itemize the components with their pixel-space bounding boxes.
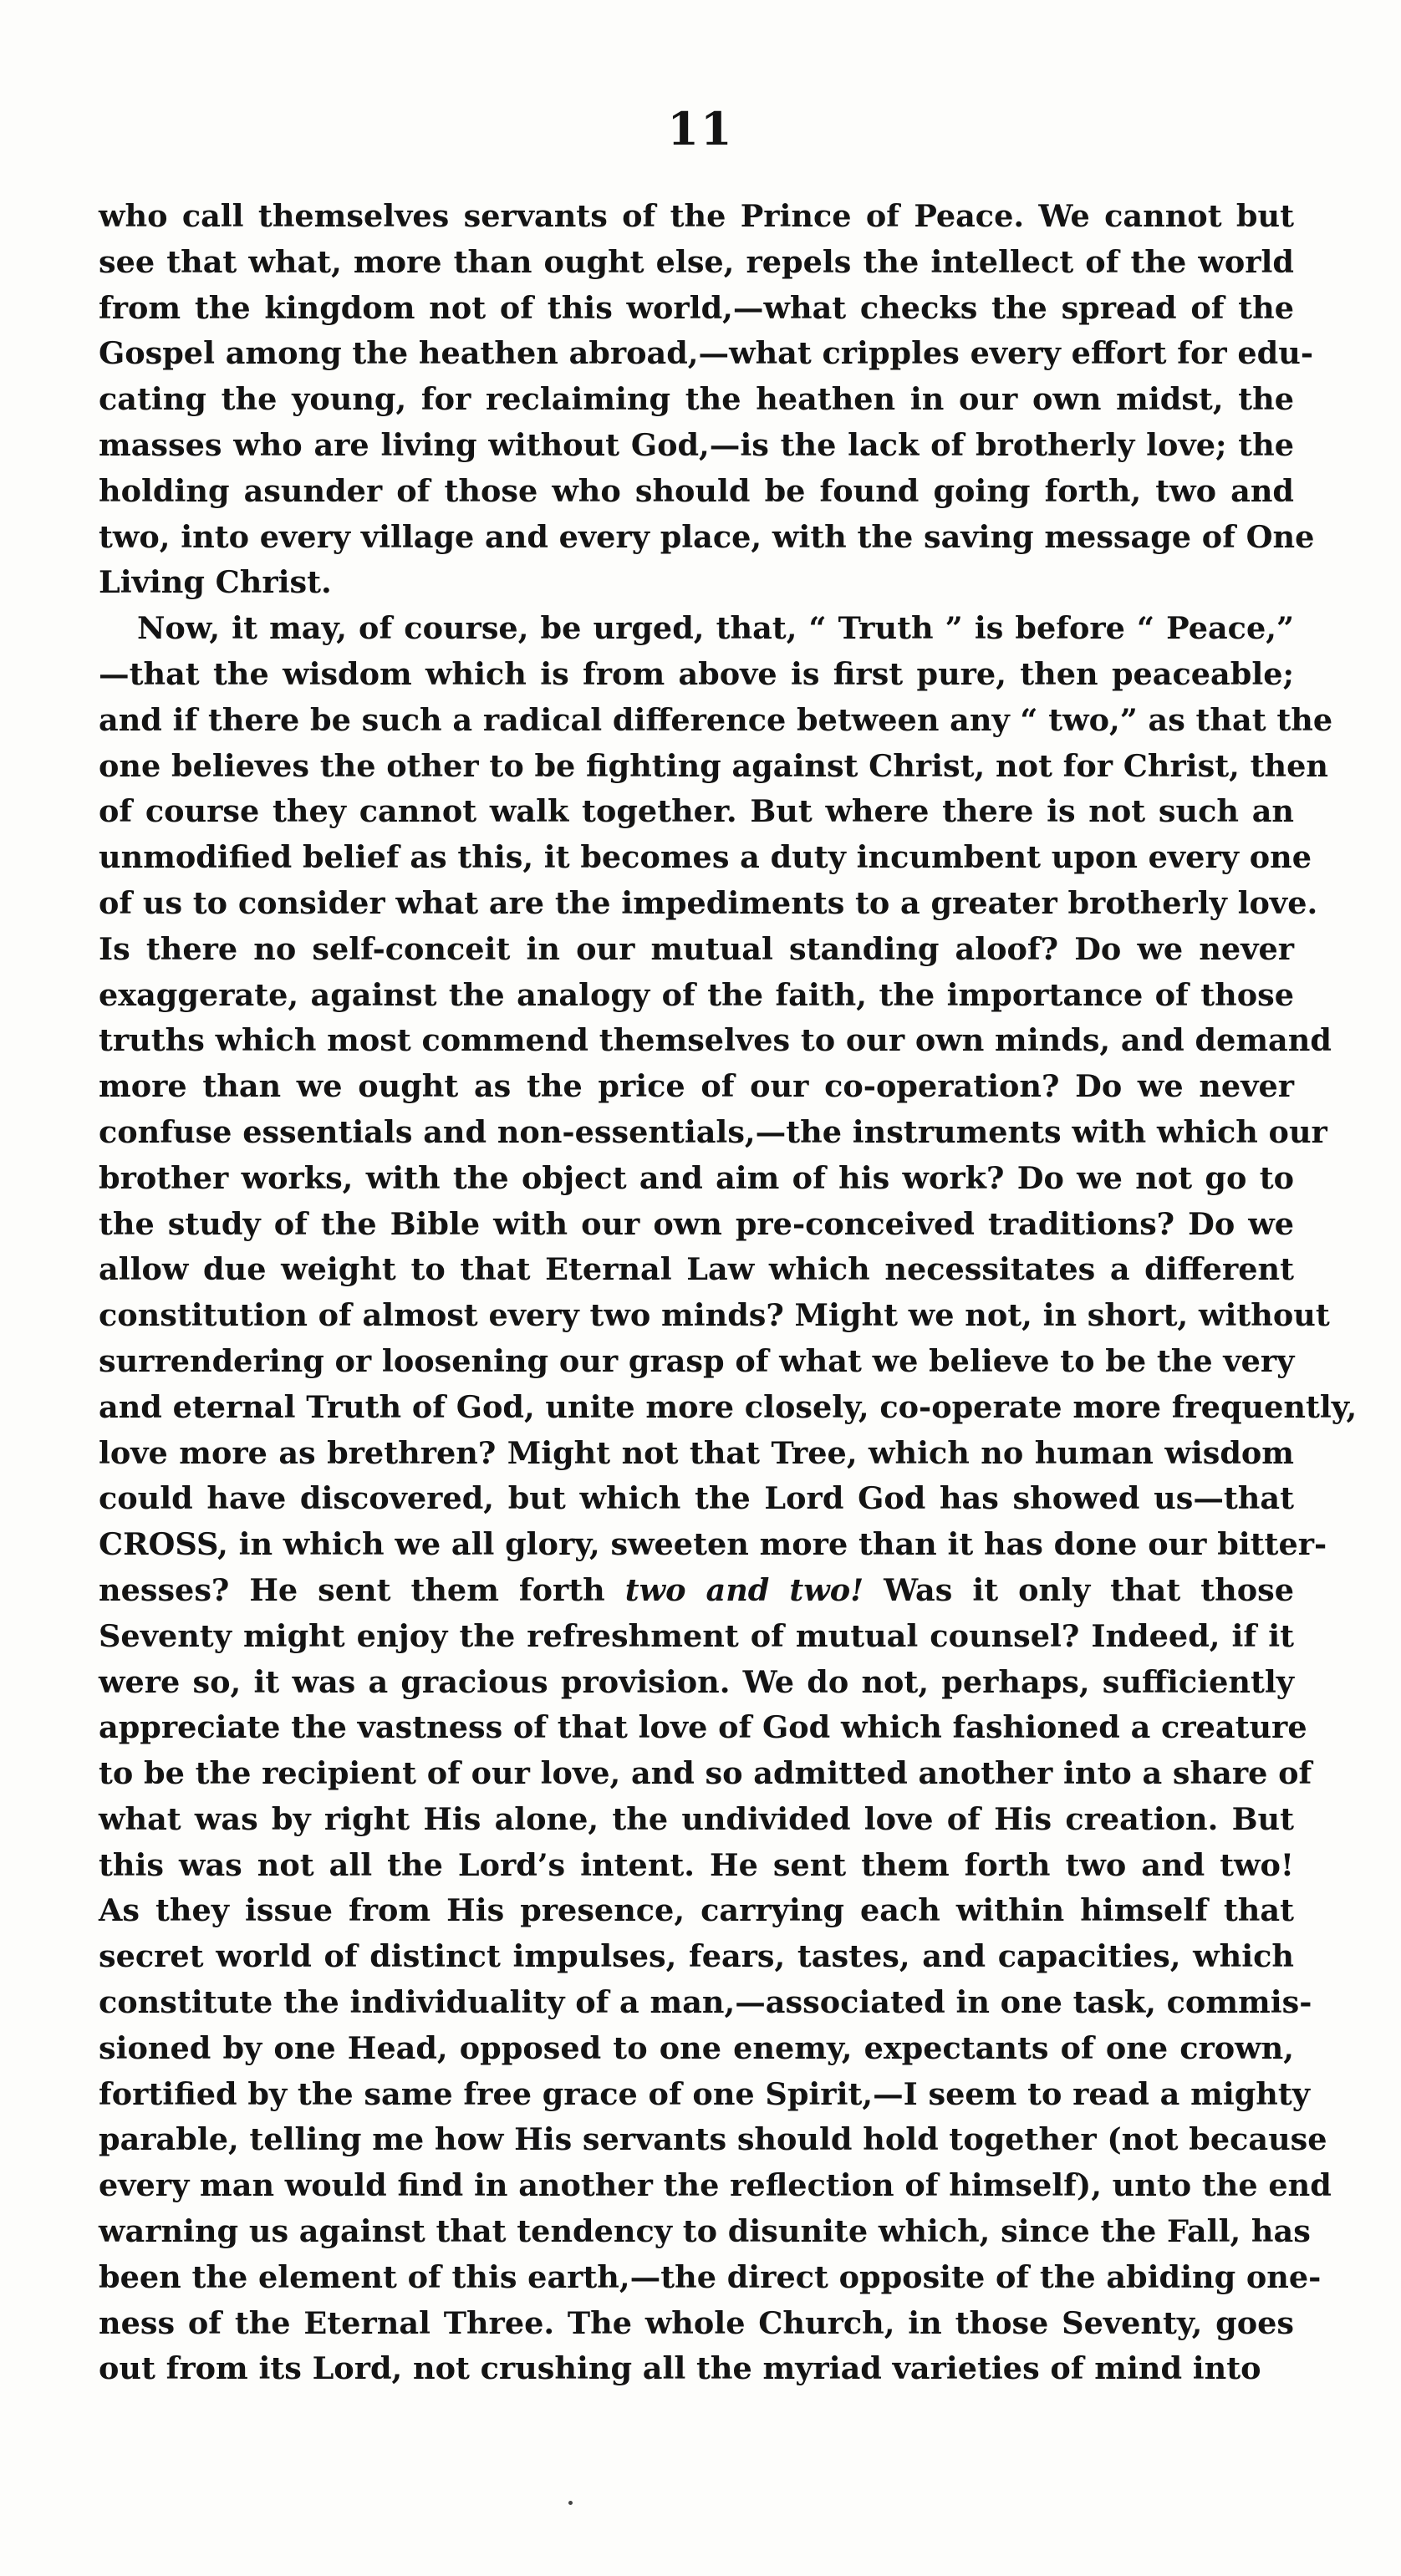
paragraph [99,606,1358,2392]
text-line: were so, it was a gracious provision. We do not, perhaps, sufficiently [99,1663,1294,1700]
body-text [99,194,1358,2392]
text-line: masses who are living without God,—is the lack of brotherly love; the [99,426,1294,463]
text-line: Living Christ. [99,564,332,601]
text-line: nesses? He sent them forth two and two! Was it only that those [99,1571,1294,1608]
text-line: fortified by the same free grace of one Spirit,—I seem to read a mighty [99,2075,1311,2112]
text-line: constitution of almost every two minds? Might we not, in short, without [99,1297,1330,1334]
text-line: CROSS, in which we all glory, sweeten more than it has done our bitter- [99,1526,1327,1563]
text-line: warning us against that tendency to disunite which, since the Fall, has [99,2213,1311,2250]
text-line: more than we ought as the price of our co-operation? Do we never [99,1068,1294,1105]
text-line: Gospel among the heathen abroad,—what cripples every effort for edu- [99,335,1314,372]
text-line: what was by right His alone, the undivided love of His creation. But [99,1800,1294,1837]
text-line: unmodified belief as this, it becomes a duty incumbent upon every one [99,839,1312,876]
text-line: exaggerate, against the analogy of the faith, the importance of those [99,976,1294,1013]
text-line: the study of the Bible with our own pre-conceived traditions? Do we [99,1205,1294,1242]
text-line: As they issue from His presence, carrying each within himself that [99,1892,1294,1929]
emphasis: two and two! [624,1571,864,1608]
text-line: and if there be such a radical difference between any “ two,” as that the [99,701,1333,738]
text-line: one believes the other to be fighting against Christ, not for Christ, then [99,747,1328,784]
text-line: appreciate the vastness of that love of God which fashioned a creature [99,1709,1307,1746]
text-line: Now, it may, of course, be urged, that, “ Truth ” is before “ Peace,” [137,610,1294,647]
text-line: surrendering or loosening our grasp of what we believe to be the very [99,1342,1295,1379]
text-line: every man would find in another the reflection of himself), unto the end [99,2167,1332,2204]
text-line: parable, telling me how His servants should hold together (not because [99,2121,1327,2158]
text-line: Is there no self-conceit in our mutual standing aloof? Do we never [99,930,1294,967]
text-line: this was not all the Lord’s intent. He sent them forth two and two! [99,1846,1294,1883]
text-line: been the element of this earth,—the direct opposite of the abiding one- [99,2258,1322,2295]
text-line: allow due weight to that Eternal Law which necessitates a different [99,1251,1294,1288]
text-line: of us to consider what are the impediments to a greater brotherly love. [99,884,1318,921]
text-line: Seventy might enjoy the refreshment of mutual counsel? Indeed, if it [99,1617,1294,1654]
text-line: to be the recipient of our love, and so admitted another into a share of [99,1755,1312,1792]
text-line: cating the young, for reclaiming the heathen in our own midst, the [99,381,1294,418]
paragraph [99,194,1315,606]
text-line: could have discovered, but which the Lord God has showed us—that [99,1480,1294,1517]
page-number: 11 [667,102,734,155]
text-line: confuse essentials and non-essentials,—the instruments with which our [99,1113,1327,1150]
text-line: constitute the individuality of a man,—associated in one task, commis- [99,1984,1312,2021]
text-line: from the kingdom not of this world,—what checks the spread of the [99,289,1294,326]
text-line: and eternal Truth of God, unite more closely, co-operate more frequently, [99,1388,1358,1425]
text-line: out from its Lord, not crushing all the myriad varieties of mind into [99,2350,1261,2387]
text-line: love more as brethren? Might not that Tree, which no human wisdom [99,1434,1294,1471]
text-line: —that the wisdom which is from above is first pure, then peaceable; [99,655,1294,692]
text-line: see that what, more than ought else, repels the intellect of the world [99,243,1294,280]
text-line: truths which most commend themselves to our own minds, and demand [99,1022,1332,1059]
text-line: secret world of distinct impulses, fears, tastes, and capacities, which [99,1938,1294,1975]
text-line: of course they cannot walk together. But where there is not such an [99,793,1294,830]
text-line: two, into every village and every place, with the saving message of One [99,518,1315,555]
text-line: who call themselves servants of the Prince of Peace. We cannot but [99,198,1294,234]
print-speck [568,2501,573,2505]
text-line: ness of the Eternal Three. The whole Church, in those Seventy, goes [99,2304,1294,2341]
text-line: sioned by one Head, opposed to one enemy, expectants of one crown, [99,2029,1294,2066]
text-line: brother works, with the object and aim of his work? Do we not go to [99,1159,1294,1196]
text-line: holding asunder of those who should be found going forth, two and [99,472,1294,509]
